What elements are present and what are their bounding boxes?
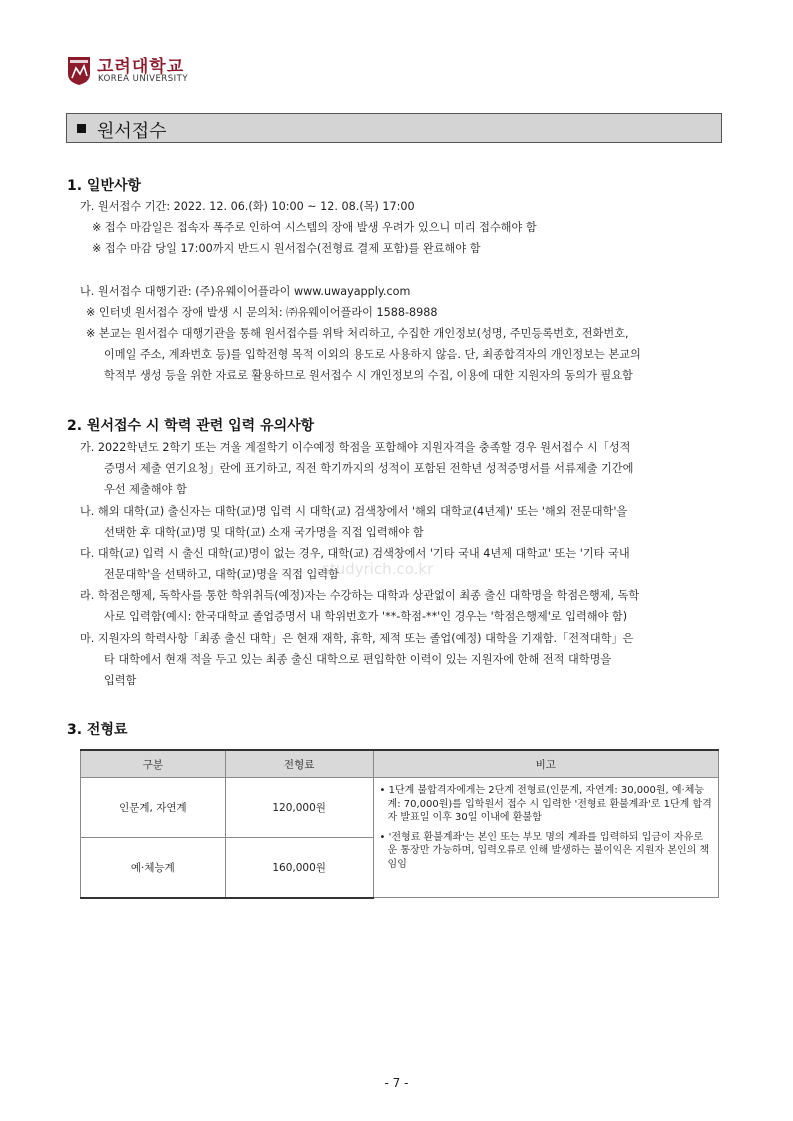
s2-line: 타 대학에서 현재 적을 두고 있는 최종 출신 대학으로 편입학한 이력이 있는 지원자에 한해 전적 대학명을 <box>104 653 612 666</box>
remark-item: • '전형료 환불계좌'는 본인 또는 부모 명의 계좌를 입력하되 입금이 자유로운 통장만 가능하며, 입력오류로 인해 발생하는 불이익은 지원자 본인의 책임임 <box>379 831 710 870</box>
square-bullet-icon <box>77 124 86 133</box>
page-number: - 7 - <box>384 1076 409 1090</box>
category-cell: 인문계, 자연계 <box>81 778 226 838</box>
remark-item: • 1단계 불합격자에게는 2단계 전형료(인문계, 자연계: 30,000원, 예·체능계: 70,000원)를 입학원서 접수 시 입력한 '전형료 환불계좌'로 1단계 합격자 발표일 이후 30일 이내에 환불함 <box>379 785 712 823</box>
remarks-cell <box>373 778 718 898</box>
s2-line: 입력함 <box>104 674 137 687</box>
s2-line: 마. 지원자의 학력사항「최종 출신 대학」은 현재 재학, 휴학, 제적 또는 졸업(예정) 대학을 기재함.「전적대학」은 <box>80 632 634 645</box>
s1-line: ※ 접수 마감 당일 17:00까지 반드시 원서접수(전형료 결제 포함)를 완료해야 함 <box>92 242 481 255</box>
s1-line: ※ 인터넷 원서접수 장애 발생 시 문의처: ㈜유웨이어플라이 1588-8988 <box>86 306 438 319</box>
s2-line: 사로 입력함(예시: 한국대학교 졸업증명서 내 학위번호가 '**-학점-**'인 경우는 '학점은행제'로 입력해야 함) <box>104 610 628 623</box>
s1-line: 학적부 생성 등을 위한 자료로 활용하므로 원서접수 시 개인정보의 수집, 이용에 대한 지원자의 동의가 필요함 <box>104 369 633 382</box>
general-info-heading: 1. 일반사항 <box>67 178 142 194</box>
table-row <box>81 778 719 838</box>
s1-line: ※ 본교는 원서접수 대행기관을 통해 원서접수를 위탁 처리하고, 수집한 개인정보(성명, 주민등록번호, 전화번호, <box>86 327 629 340</box>
category-cell: 예·체능계 <box>81 838 226 898</box>
s2-line: 증명서 제출 연기요청」란에 표기하고, 직전 학기까지의 성적이 포함된 전학년 성적증명서를 서류제출 기간에 <box>104 462 634 475</box>
column-header: 전형료 <box>225 750 373 778</box>
s1-line: 나. 원서접수 대행기관: (주)유웨이어플라이 www.uwayapply.com <box>80 285 411 298</box>
s2-line: 라. 학점은행제, 독학사를 통한 학위취득(예정)자는 수강하는 대학과 상관없이 최종 출신 대학명을 학점은행제, 독학 <box>80 589 640 602</box>
logo-korean-text: 고려대학교 <box>97 57 185 77</box>
fee-cell: 120,000원 <box>225 778 373 838</box>
section-title-bar <box>66 113 722 143</box>
fee-table <box>80 749 719 899</box>
s2-line: 선택한 후 대학(교)명 및 대학(교) 소재 국가명을 직접 입력해야 함 <box>104 526 424 539</box>
watermark-text: studyrich.co.kr <box>322 560 434 578</box>
s2-line: 다. 대학(교) 입력 시 출신 대학(교)명이 없는 경우, 대학(교) 검색창에서 '기타 국내 4년제 대학교' 또는 '기타 국내 <box>80 547 630 560</box>
column-header: 구분 <box>81 750 226 778</box>
column-header: 비고 <box>373 750 718 778</box>
s2-line: 전문대학'을 선택하고, 대학(교)명을 직접 입력함 <box>104 568 339 581</box>
s2-line: 가. 2022학년도 2학기 또는 겨울 계절학기 이수예정 학점을 포함해야 지원자격을 충족할 경우 원서접수 시「성적 <box>80 441 631 454</box>
education-input-heading: 2. 원서접수 시 학력 관련 입력 유의사항 <box>67 418 315 434</box>
university-emblem-icon <box>67 56 91 86</box>
s2-line: 우선 제출해야 함 <box>104 483 187 496</box>
fee-cell: 160,000원 <box>225 838 373 898</box>
s1-line: 가. 원서접수 기간: 2022. 12. 06.(화) 10:00 ~ 12. 08.(목) 17:00 <box>80 200 415 213</box>
fee-heading: 3. 전형료 <box>67 722 128 738</box>
s1-line: ※ 접수 마감일은 접속자 폭주로 인하여 시스템의 장애 발생 우려가 있으니 미리 접수해야 함 <box>92 221 537 234</box>
section-title: 원서접수 <box>97 121 167 142</box>
s2-line: 나. 해외 대학(교) 출신자는 대학(교)명 입력 시 대학(교) 검색창에서 '해외 대학교(4년제)' 또는 '해외 전문대학'을 <box>80 505 628 518</box>
table-header-row <box>81 750 719 778</box>
logo-english-text: KOREA UNIVERSITY <box>98 74 189 84</box>
s1-line: 이메일 주소, 계좌번호 등)를 입학전형 목적 이외의 용도로 사용하지 않음. 단, 최종합격자의 개인정보는 본교의 <box>104 348 641 361</box>
